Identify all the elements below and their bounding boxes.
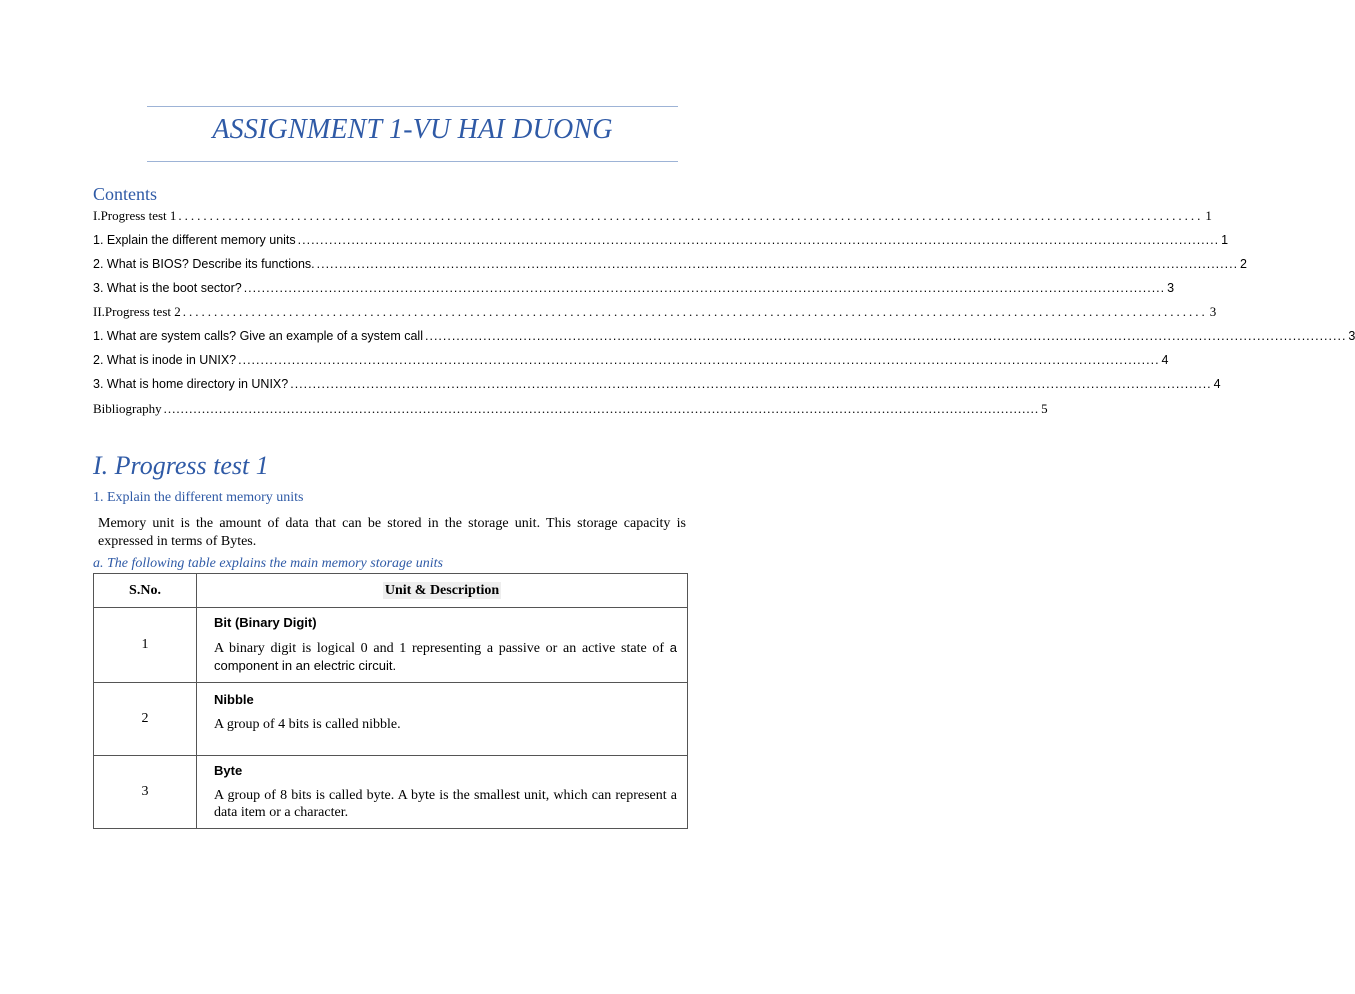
- toc-entry-page: 2: [1240, 257, 1247, 271]
- row-description-cell: [197, 756, 688, 829]
- toc-leader-dots: ..............................................................................................................................................................................................................: [290, 377, 1212, 391]
- toc-entry-boot-sector[interactable]: [93, 281, 1175, 297]
- document-title: ASSIGNMENT 1-VU HAI DUONG: [212, 114, 613, 145]
- table-row: [94, 683, 688, 756]
- toc-entry-memory-units[interactable]: [93, 233, 1229, 249]
- unit-description-text: A binary digit is logical 0 and 1 representing a passive or an active state of: [214, 641, 670, 656]
- header-sno: S.No.: [94, 574, 197, 608]
- toc-leader-dots: ..............................................................................................................................................................................................................: [243, 281, 1166, 295]
- toc-entry-home-directory[interactable]: [93, 377, 1221, 393]
- unit-name: Byte: [214, 763, 243, 778]
- row-number: 3: [94, 756, 197, 829]
- toc-entry-progress-test-1[interactable]: [93, 208, 1212, 224]
- row-number: 1: [94, 608, 197, 683]
- toc-leader-dots: ..............................................................................................................................................................................................................: [425, 329, 1347, 343]
- toc-entry-progress-test-2[interactable]: [93, 304, 1217, 320]
- header-unit-description: [197, 574, 688, 608]
- section-heading: I. Progress test 1: [93, 451, 269, 480]
- row-number: 2: [94, 683, 197, 756]
- toc-entry-label: II.Progress test 2: [93, 304, 181, 319]
- toc-entry-bios[interactable]: [93, 257, 1247, 273]
- table-row: [94, 608, 688, 683]
- toc-entry-page: 3: [1167, 281, 1175, 295]
- subsection-heading: 1. Explain the different memory units: [93, 490, 304, 505]
- toc-entry-page: 3: [1209, 304, 1217, 319]
- toc-leader-dots: ..............................................................................................................................................................................................................: [297, 233, 1220, 247]
- table-row: [94, 756, 688, 829]
- title-bottom-rule: [147, 161, 678, 162]
- memory-units-table: [93, 573, 688, 829]
- table-caption: a. The following table explains the main memory storage units: [93, 556, 443, 571]
- toc-entry-label: 2. What is inode in UNIX?: [93, 353, 237, 367]
- unit-name: Nibble: [214, 691, 254, 707]
- unit-name: Bit (Binary Digit): [214, 615, 317, 630]
- header-unit-description-label: Unit & Description: [384, 582, 500, 598]
- toc-entry-label: 3. What is the boot sector?: [93, 281, 242, 295]
- toc-entry-bibliography[interactable]: [93, 401, 1048, 417]
- toc-entry-label: 1. Explain the different memory units: [93, 233, 296, 247]
- toc-entry-page: 3: [1348, 329, 1355, 343]
- toc-entry-system-calls[interactable]: [93, 329, 1355, 345]
- row-description-cell: [197, 608, 688, 683]
- contents-heading: Contents: [93, 184, 158, 204]
- toc-entry-label: I.Progress test 1: [93, 208, 177, 223]
- toc-entry-label: Bibliography: [93, 401, 162, 416]
- unit-description: A group of 4 bits is called nibble.: [214, 716, 401, 732]
- toc-leader-dots: ..............................................................................................................................................................................................................: [163, 401, 1040, 416]
- table-header-row: [94, 574, 688, 608]
- toc-entry-page: 1: [1221, 233, 1229, 247]
- toc-entry-label: 2. What is BIOS? Describe its functions.: [93, 257, 315, 271]
- toc-entry-inode[interactable]: [93, 353, 1169, 369]
- toc-entry-label: 1. What are system calls? Give an example of a system call: [93, 329, 423, 343]
- title-top-rule: [147, 106, 678, 107]
- toc-entry-label: 3. What is home directory in UNIX?: [93, 377, 289, 391]
- toc-entry-page: 1: [1205, 208, 1212, 223]
- toc-entry-page: 4: [1161, 353, 1169, 367]
- unit-description: A group of 8 bits is called byte. A byte is the smallest unit, which can represent a data item or a character.: [214, 788, 677, 820]
- unit-description-text-cont: a component in an electric circuit.: [214, 640, 677, 673]
- toc-leader-dots: ..............................................................................................................................................................................................................: [238, 353, 1160, 367]
- toc-entry-page: 4: [1213, 377, 1221, 391]
- toc-leader-dots: ....................................................................................................................................................................: [182, 304, 1208, 319]
- row-description-cell: [197, 683, 688, 756]
- toc-leader-dots: ....................................................................................................................................................................: [178, 208, 1204, 223]
- unit-description: [214, 639, 677, 675]
- body-paragraph: Memory unit is the amount of data that can be stored in the storage unit. This storage capacity is expressed in terms of Bytes.: [98, 516, 686, 549]
- toc-entry-page: 5: [1041, 401, 1048, 416]
- toc-leader-dots: ..............................................................................................................................................................................................................: [316, 257, 1239, 271]
